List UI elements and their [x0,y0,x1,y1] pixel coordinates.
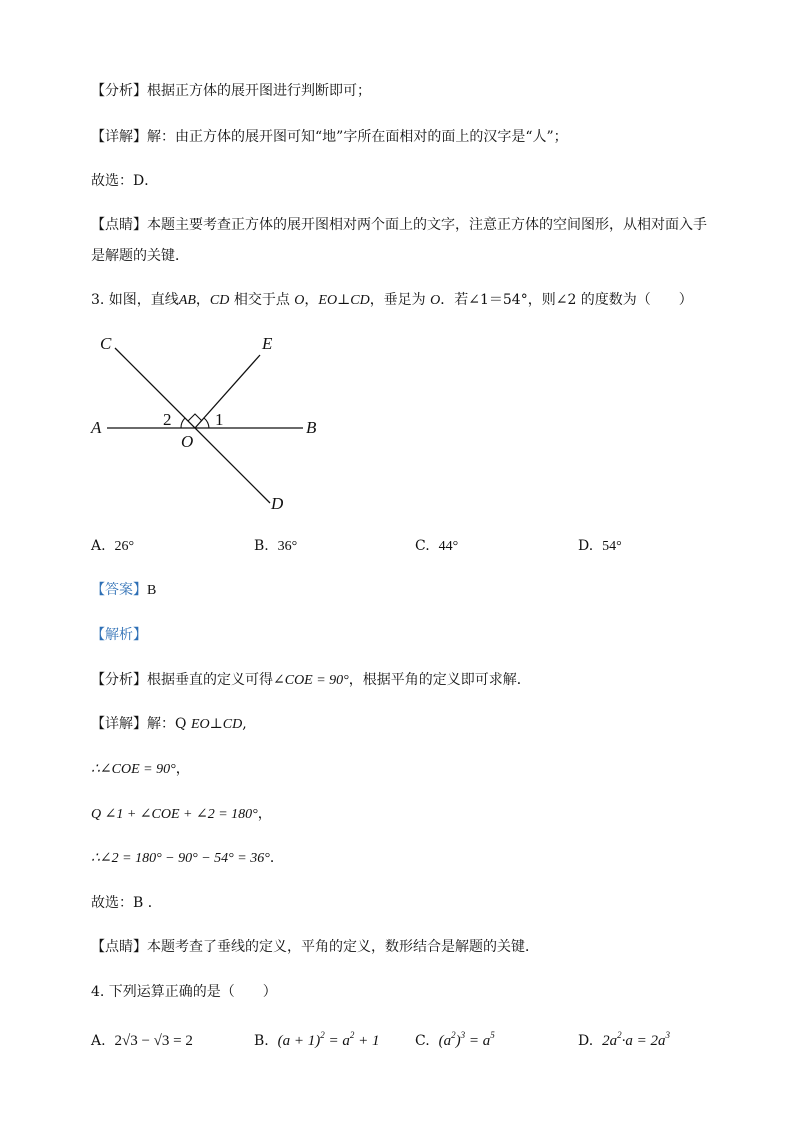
option-text: 36° [277,539,298,554]
option-letter: D. [578,1033,594,1049]
q3-stem-comma2: ， [304,292,319,308]
line-cd [115,348,270,503]
q2-analysis: 【分析】根据正方体的展开图进行判断即可； [91,83,371,99]
q2-comment-line2: 是解题的关键． [91,248,189,264]
answer-value: B [147,583,157,598]
step-math: ∴∠2 = 180° − 90° − 54° = 36° [91,851,270,866]
q3-option-d[interactable] [578,536,622,557]
option-text: 54° [602,539,622,554]
ray-oe [195,355,260,428]
angle-1-arc [204,418,209,428]
label-angle-2: 2 [163,410,172,429]
step-math: ∴∠COE = 90° [91,762,176,777]
answer-tag: 【答案】 [91,582,147,598]
option-letter: C. [415,1033,430,1049]
q3-stem-start: 3. 如图，直线 [91,292,179,308]
analysis-post: ，根据平角的定义即可求解． [348,672,531,688]
option-math: 2√3 − √3 = 2 [114,1033,193,1049]
q3-choose: 故选：B ． [91,895,162,911]
right-angle-mark [188,414,202,421]
q3-comment: 【点睛】本题考查了垂线的定义，平角的定义，数形结合是解题的关键． [91,939,539,955]
q4-option-a[interactable] [91,1031,193,1051]
q3-stem-comma: ， [195,292,210,308]
q3-step-1 [91,759,190,780]
detail-post: , [242,716,247,732]
q4-option-d[interactable] [578,1031,670,1051]
q2-detail: 【详解】解：由正方体的展开图可知“地”字所在面相对的面上的汉字是“人”； [91,129,568,145]
q3-stem-ab: AB [178,293,196,308]
analysis-pre: 【分析】根据垂直的定义可得 [91,672,273,688]
option-text: 44° [438,539,459,554]
q3-stem [91,290,693,311]
q3-stem-o2: O [430,293,441,308]
option-math: $(a + 1)^2 = a^2 + 1$ [277,1030,380,1049]
option-letter: B. [254,1033,269,1049]
step-punct: ． [269,850,284,866]
q3-jiexi-heading: 【解析】 [91,627,147,643]
option-letter: A. [91,538,106,554]
label-o: O [181,432,194,451]
option-math: $(a^2)^3 = a^5$ [438,1030,495,1049]
detail-pre: 【详解】解：Q [91,716,191,732]
q3-option-a[interactable] [91,536,134,557]
option-letter: A. [91,1033,106,1049]
option-letter: C. [415,538,430,554]
option-letter: B. [254,538,269,554]
q3-stem-mid3: ．若∠1＝54°，则∠2 的度数为（ ） [440,292,693,308]
q3-detail [91,714,247,735]
q3-option-c[interactable] [415,536,458,557]
q3-answer [91,580,156,601]
q3-stem-eo-cd: EO⊥CD [318,293,370,308]
q4-stem: 4. 下列运算正确的是（ ） [91,984,277,1000]
q3-step-3 [91,848,284,869]
q3-stem-mid1: 相交于点 [229,292,295,308]
q3-analysis [91,670,531,691]
step-math: Q ∠1 + ∠COE + ∠2 = 180° [91,807,258,822]
q3-stem-cd: CD [209,293,230,308]
option-math: $2a^2\cdot a = 2a^3$ [602,1030,670,1049]
q3-step-2 [91,804,272,825]
label-b: B [306,418,317,437]
step-punct: ， [175,761,190,777]
label-a: A [91,418,102,437]
label-angle-1: 1 [215,410,224,429]
option-text: 26° [114,539,135,554]
q3-stem-mid2: ，垂足为 [369,292,431,308]
label-e: E [262,334,273,353]
q2-choose: 故选：D． [91,173,159,189]
option-letter: D. [578,538,594,554]
q4-option-c[interactable] [415,1031,495,1051]
label-c: C [100,334,112,353]
q3-option-b[interactable] [254,536,297,557]
q2-comment-line1: 【点睛】本题主要考查正方体的展开图相对两个面上的文字，注意正方体的空间图形，从相对面入手 [91,217,707,233]
detail-math: EO⊥CD [190,717,243,732]
q3-stem-o: O [294,293,305,308]
q3-geometry-figure [85,325,345,525]
angle-2-arc [181,418,185,428]
q4-option-b[interactable] [254,1031,380,1051]
step-punct: ， [257,806,272,822]
analysis-math: ∠COE = 90° [273,673,349,688]
label-d: D [271,494,284,513]
